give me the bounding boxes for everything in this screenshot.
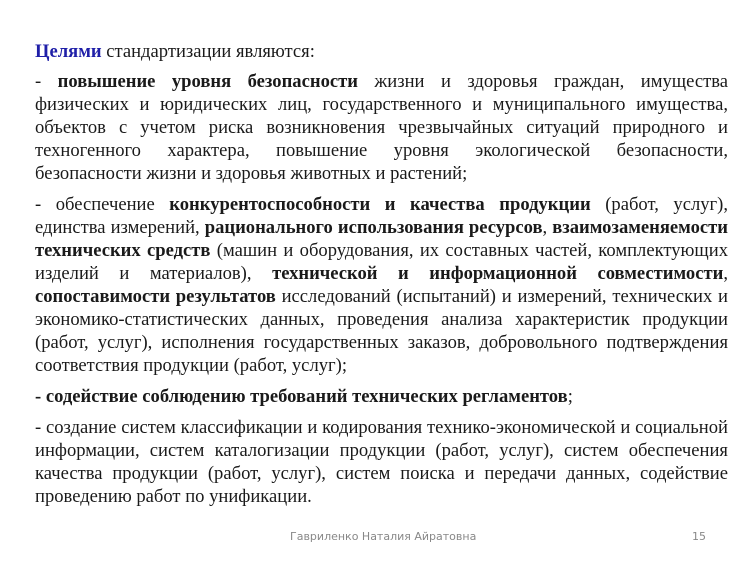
text: - обеспечение — [35, 194, 170, 215]
paragraph-list — [35, 70, 728, 508]
text: , — [542, 217, 553, 238]
bold-text: рационального использования ресурсов — [204, 217, 543, 238]
bullet-paragraph — [35, 70, 728, 185]
text: (машин и оборудования, их составных частей, комплектующих изделий и материалов), — [35, 240, 728, 284]
bold-text: содействие соблюдению требований технических регламентов — [45, 386, 568, 407]
text: исследований (испытаний) и измерений, технических и экономико-статистических данных, проведения анализа характеристик продукции (работ, услуг), исполнения государственных заказов, добровольного подтверждения соответствия продукции (работ, услуг); — [35, 286, 729, 376]
title-rest: стандартизации являются: — [101, 41, 315, 62]
bullet-paragraph — [35, 193, 728, 377]
bold-text: конкурентоспособности и качества продукции — [169, 194, 591, 215]
bold-text: сопоставимости результатов — [35, 286, 276, 307]
text: ; — [567, 386, 573, 407]
footer-author: Гавриленко Наталия Айратовна — [290, 530, 477, 543]
title-accent: Целями — [35, 41, 102, 62]
slide-title — [35, 40, 728, 63]
bullet-paragraph — [35, 385, 728, 408]
text: жизни и здоровья граждан, имущества физических и юридических лиц, государственного и муниципального имущества, объектов с учетом риска возникновения чрезвычайных ситуаций природного и техногенного характера, повышение уровня экологической безопасности, безопасности жизни и здоровья животных и растений; — [35, 71, 729, 184]
text: , — [723, 263, 728, 284]
bold-text: технической и информационной совместимости — [272, 263, 724, 284]
text: - создание систем классификации и кодирования технико-экономической и социальной информации, систем каталогизации продукции (работ, услуг), систем обеспечения качества продукции (работ, услуг), систем поиска и передачи данных, содействие проведению работ по унификации. — [35, 417, 728, 507]
text: - — [35, 71, 58, 92]
bold-text: - — [35, 386, 46, 407]
bold-text: взаимозаменяемости технических средств — [35, 217, 729, 261]
slide-content — [35, 40, 728, 516]
text: (работ, услуг), единства измерений, — [35, 194, 729, 238]
bullet-paragraph — [35, 416, 728, 508]
page-number: 15 — [692, 530, 706, 543]
bold-text: повышение уровня безопасности — [57, 71, 358, 92]
